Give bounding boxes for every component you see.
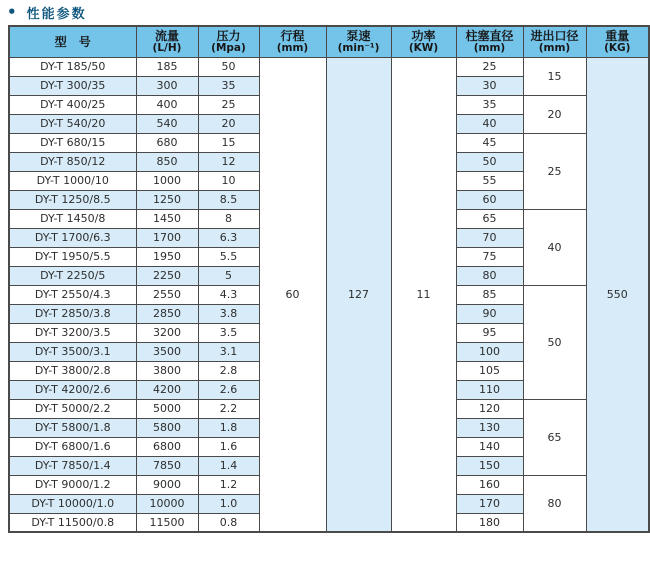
flow-cell: 1700: [136, 228, 198, 247]
model-cell: DY-T 3200/3.5: [9, 323, 136, 342]
pressure-cell: 1.8: [198, 418, 259, 437]
model-cell: DY-T 11500/0.8: [9, 513, 136, 532]
flow-cell: 400: [136, 95, 198, 114]
column-header-flow: 流量 (L/H): [136, 26, 198, 57]
plunger-diameter-cell: 160: [456, 475, 523, 494]
pressure-cell: 1.4: [198, 456, 259, 475]
flow-cell: 1950: [136, 247, 198, 266]
flow-cell: 9000: [136, 475, 198, 494]
flow-cell: 5800: [136, 418, 198, 437]
plunger-diameter-cell: 130: [456, 418, 523, 437]
plunger-diameter-cell: 140: [456, 437, 523, 456]
pressure-cell: 1.6: [198, 437, 259, 456]
pressure-cell: 2.6: [198, 380, 259, 399]
model-cell: DY-T 10000/1.0: [9, 494, 136, 513]
column-header-pump-speed: 泵速 (min⁻¹): [326, 26, 391, 57]
plunger-diameter-cell: 50: [456, 152, 523, 171]
plunger-diameter-cell: 180: [456, 513, 523, 532]
pressure-cell: 0.8: [198, 513, 259, 532]
pressure-cell: 1.0: [198, 494, 259, 513]
pressure-cell: 5: [198, 266, 259, 285]
plunger-diameter-cell: 30: [456, 76, 523, 95]
column-header-plunger-diameter: 柱塞直径 (mm): [456, 26, 523, 57]
plunger-diameter-cell: 40: [456, 114, 523, 133]
flow-cell: 4200: [136, 380, 198, 399]
model-cell: DY-T 9000/1.2: [9, 475, 136, 494]
column-header-model: 型 号: [9, 26, 136, 57]
plunger-diameter-cell: 25: [456, 57, 523, 76]
plunger-diameter-cell: 110: [456, 380, 523, 399]
model-cell: DY-T 400/25: [9, 95, 136, 114]
pressure-cell: 4.3: [198, 285, 259, 304]
plunger-diameter-cell: 35: [456, 95, 523, 114]
flow-cell: 7850: [136, 456, 198, 475]
plunger-diameter-cell: 95: [456, 323, 523, 342]
plunger-diameter-cell: 170: [456, 494, 523, 513]
model-cell: DY-T 3800/2.8: [9, 361, 136, 380]
model-cell: DY-T 1450/8: [9, 209, 136, 228]
flow-cell: 3500: [136, 342, 198, 361]
power-cell: 11: [391, 57, 456, 532]
model-cell: DY-T 1250/8.5: [9, 190, 136, 209]
flow-cell: 10000: [136, 494, 198, 513]
pressure-cell: 25: [198, 95, 259, 114]
pressure-cell: 12: [198, 152, 259, 171]
model-cell: DY-T 6800/1.6: [9, 437, 136, 456]
model-cell: DY-T 2250/5: [9, 266, 136, 285]
model-cell: DY-T 5000/2.2: [9, 399, 136, 418]
port-size-cell: 80: [523, 475, 586, 532]
model-cell: DY-T 1950/5.5: [9, 247, 136, 266]
plunger-diameter-cell: 150: [456, 456, 523, 475]
plunger-diameter-cell: 75: [456, 247, 523, 266]
model-cell: DY-T 680/15: [9, 133, 136, 152]
pressure-cell: 8: [198, 209, 259, 228]
flow-cell: 540: [136, 114, 198, 133]
spec-table: [8, 25, 650, 533]
flow-cell: 1000: [136, 171, 198, 190]
pressure-cell: 6.3: [198, 228, 259, 247]
model-cell: DY-T 7850/1.4: [9, 456, 136, 475]
bullet-icon: •: [7, 3, 19, 21]
flow-cell: 1450: [136, 209, 198, 228]
flow-cell: 3800: [136, 361, 198, 380]
plunger-diameter-cell: 120: [456, 399, 523, 418]
flow-cell: 6800: [136, 437, 198, 456]
pressure-cell: 2.8: [198, 361, 259, 380]
pressure-cell: 5.5: [198, 247, 259, 266]
flow-cell: 300: [136, 76, 198, 95]
model-cell: DY-T 2550/4.3: [9, 285, 136, 304]
plunger-diameter-cell: 70: [456, 228, 523, 247]
plunger-diameter-cell: 45: [456, 133, 523, 152]
model-cell: DY-T 1700/6.3: [9, 228, 136, 247]
plunger-diameter-cell: 65: [456, 209, 523, 228]
column-header-pressure: 压力 (Mpa): [198, 26, 259, 57]
flow-cell: 5000: [136, 399, 198, 418]
model-cell: DY-T 2850/3.8: [9, 304, 136, 323]
port-size-cell: 20: [523, 95, 586, 133]
plunger-diameter-cell: 80: [456, 266, 523, 285]
model-cell: DY-T 5800/1.8: [9, 418, 136, 437]
pump-speed-cell: 127: [326, 57, 391, 532]
plunger-diameter-cell: 90: [456, 304, 523, 323]
model-cell: DY-T 3500/3.1: [9, 342, 136, 361]
pressure-cell: 50: [198, 57, 259, 76]
flow-cell: 185: [136, 57, 198, 76]
plunger-diameter-cell: 105: [456, 361, 523, 380]
column-header-port-size: 进出口径 (mm): [523, 26, 586, 57]
pressure-cell: 15: [198, 133, 259, 152]
model-cell: DY-T 185/50: [9, 57, 136, 76]
port-size-cell: 40: [523, 209, 586, 285]
port-size-cell: 65: [523, 399, 586, 475]
pressure-cell: 3.8: [198, 304, 259, 323]
port-size-cell: 15: [523, 57, 586, 95]
flow-cell: 1250: [136, 190, 198, 209]
pressure-cell: 20: [198, 114, 259, 133]
pressure-cell: 8.5: [198, 190, 259, 209]
flow-cell: 2550: [136, 285, 198, 304]
flow-cell: 680: [136, 133, 198, 152]
flow-cell: 11500: [136, 513, 198, 532]
model-cell: DY-T 4200/2.6: [9, 380, 136, 399]
model-cell: DY-T 850/12: [9, 152, 136, 171]
pressure-cell: 1.2: [198, 475, 259, 494]
pressure-cell: 3.5: [198, 323, 259, 342]
model-cell: DY-T 1000/10: [9, 171, 136, 190]
plunger-diameter-cell: 85: [456, 285, 523, 304]
header-row: [9, 26, 649, 57]
column-header-stroke: 行程 (mm): [259, 26, 326, 57]
stroke-cell: 60: [259, 57, 326, 532]
flow-cell: 3200: [136, 323, 198, 342]
column-header-weight: 重量 (KG): [586, 26, 649, 57]
pressure-cell: 3.1: [198, 342, 259, 361]
table-header: [9, 26, 649, 57]
plunger-diameter-cell: 55: [456, 171, 523, 190]
flow-cell: 2250: [136, 266, 198, 285]
flow-cell: 850: [136, 152, 198, 171]
table-body: [9, 57, 649, 532]
flow-cell: 2850: [136, 304, 198, 323]
plunger-diameter-cell: 100: [456, 342, 523, 361]
table-row: [9, 57, 649, 76]
page-title: [0, 0, 650, 25]
model-cell: DY-T 300/35: [9, 76, 136, 95]
pressure-cell: 35: [198, 76, 259, 95]
weight-cell: 550: [586, 57, 649, 532]
column-header-power: 功率 (KW): [391, 26, 456, 57]
plunger-diameter-cell: 60: [456, 190, 523, 209]
page-title-text: 性能参数: [26, 7, 87, 22]
model-cell: DY-T 540/20: [9, 114, 136, 133]
port-size-cell: 25: [523, 133, 586, 209]
port-size-cell: 50: [523, 285, 586, 399]
pressure-cell: 2.2: [198, 399, 259, 418]
pressure-cell: 10: [198, 171, 259, 190]
